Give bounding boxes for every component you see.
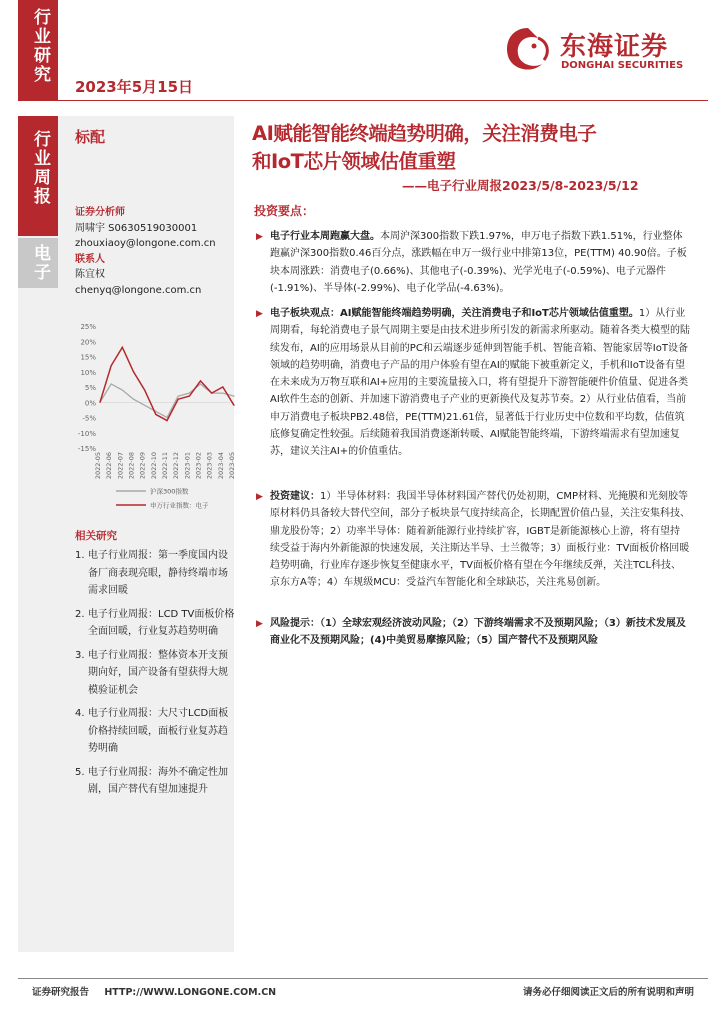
related-item-text [88, 547, 228, 600]
bullet-icon: ▶ [256, 232, 263, 242]
data-point [222, 393, 223, 394]
related-item[interactable] [75, 606, 235, 641]
data-point [178, 396, 179, 397]
analyst-email[interactable]: zhouxiaoy@longone.com.cn [75, 238, 216, 249]
x-tick-label: 2022-05 [94, 452, 102, 480]
report-type-label: 行业周报 [30, 130, 50, 206]
rating: 标配 [75, 128, 106, 146]
data-point [200, 383, 201, 384]
y-tick-label: 20% [80, 338, 96, 347]
x-tick-label: 2023-05 [228, 452, 236, 480]
performance-chart [66, 318, 242, 518]
bullet-icon: ▶ [256, 492, 263, 502]
x-tick-label: 2022-12 [172, 452, 181, 480]
section-tag-block [18, 0, 58, 100]
report-subtitle: ——电子行业周报2023/5/8-2023/5/12 [402, 178, 639, 193]
related-item-line: 电子行业周报：海外不确定性加 [88, 766, 228, 778]
p2-lead: 电子板块观点： [270, 308, 340, 319]
p4-lead: 风险提示： [270, 618, 320, 629]
x-tick-label: 2023-02 [194, 452, 203, 480]
data-point [211, 393, 212, 394]
analyst-heading: 证券分析师 [75, 207, 125, 218]
related-item-line: 势明确 [88, 743, 118, 754]
related-item-line: 剧，国产替代有望加速提升 [88, 784, 208, 795]
key-points-heading: 投资要点： [254, 204, 315, 218]
contact-email[interactable]: chenyq@longone.com.cn [75, 284, 202, 296]
y-tick-label: 15% [80, 353, 96, 362]
brand-name-cn: 东海证券 [560, 32, 669, 62]
data-point [189, 393, 190, 394]
y-tick-label: 5% [84, 384, 96, 392]
p3-text: 1）半导体材料：我国半导体材料国产替代仍处初期，CMP材料、光掩膜和光刻胶等原材料仍具备较大替代空间，部分子板块景气度持续高企，长期配置价值凸显，关注安集科技、鼎龙股份等；2）功率半导体：随着新能源行业持续扩容，IGBT是新能源核心上游，将有望持续受益于海内外新能源的快速发展，关注斯达半导、士兰微等；3）面板行业：TV面板价格回暖趋势明确，行业库存逐步恢复至健康水平，TV面板价格有望在今年继续反弹，关注TCL科技、京东方A等；4）车规级MCU：受益汽车智能化和全球缺芯，关注兆易创新。 [270, 491, 690, 589]
p1-text: 本周沪深300指数下跌1.97%，申万电子指数下跌1.51%，行业整体跑赢沪深300指数0.46百分点，涨跌幅在申万一级行业中排第13位，PE(TTM) 40.90倍。子板块本周涨跌：消费电子(0.66%)、其他电子(-0.39%)、光学光电子(-0.59%)、电子元器件(-1.91%)、半导体(-2.99%)、电子化学品(-4.63%)。 [270, 231, 687, 294]
data-point [155, 414, 156, 415]
footer-label: 证券研究报告 [32, 987, 90, 998]
data-point [166, 417, 167, 418]
related-item-line: 模验证机会 [88, 684, 138, 696]
related-item-line: 全面回暖，行业复苏趋势明确 [88, 626, 218, 637]
data-point [111, 365, 112, 366]
footer-left [32, 984, 276, 998]
report-type-tag [18, 116, 58, 236]
data-point [233, 396, 234, 397]
related-item[interactable] [75, 705, 235, 758]
related-item-number: 5. [75, 766, 85, 778]
section-tag: 行业研究 [30, 8, 50, 84]
bullet-icon: ▶ [256, 309, 263, 319]
bullet-icon: ▶ [256, 619, 263, 629]
series-line [100, 347, 234, 420]
related-item-line: 期向好，国产设备有望获得大规 [88, 667, 228, 678]
related-item-text [88, 647, 228, 700]
p2-bold: AI赋能智能终端趋势明确，关注消费电子和IoT芯片领域估值重塑。 [340, 308, 639, 319]
y-tick-label: -15% [77, 445, 96, 453]
data-point [233, 405, 234, 406]
x-tick-label: 2022-10 [149, 452, 158, 480]
x-tick-label: 2022-08 [127, 452, 136, 480]
data-point [189, 396, 190, 397]
data-point [200, 380, 201, 381]
y-tick-label: 25% [80, 323, 96, 331]
analyst-name: 周啸宇 S0630519030001 [75, 222, 198, 234]
data-point [122, 389, 123, 390]
p2-text1: 1）从行业周期看，每轮消费电子景气周期主要是由技术进步所引发的新需求所驱动。随着各类大模型的陆续发布，AI的应用场景从目前的PC和云端逐步延伸到智能手机、智能音箱、智能家居等IoT设备领域的趋势明确，消费电子产品的用户体验有望在AI的赋能下被重新定义，手机和IoT设备有望在未来成为万物互联和AI+应用的主要流量接入口，将有望提升下游智能硬件价值量、促进各类AI软件生态的创新、并加速下游消费电子产业的更新换代及复苏节奏。 [270, 308, 690, 406]
report-title-line1: AI赋能智能终端趋势明确，关注消费电子 [252, 122, 597, 145]
key-point-3 [256, 488, 690, 592]
legend-label: 沪深300指数 [150, 487, 189, 496]
contact-heading: 联系人 [75, 253, 105, 265]
industry-tag [18, 238, 58, 288]
related-item-number: 2. [75, 608, 85, 620]
data-point [133, 371, 134, 372]
related-item-line: 备厂商表现亮眼，静待终端市场 [88, 567, 228, 579]
footer-disclaimer: 请务必仔细阅读正文后的所有说明和声明 [522, 987, 694, 998]
header-divider [18, 100, 708, 101]
footer-url[interactable]: HTTP://WWW.LONGONE.COM.CN [104, 987, 277, 998]
p4-text: （1）全球宏观经济波动风险；（2）下游终端需求不及预期风险；（3）新技术发展及商业化不及预期风险；(4)中美贸易摩擦风险；（5）国产替代不及预期风险 [270, 618, 686, 647]
related-item-number: 4. [75, 708, 85, 719]
related-item-text [88, 705, 228, 758]
related-item-line: 电子行业周报：LCD TV面板价格 [88, 608, 235, 620]
p3-lead: 投资建议： [270, 491, 320, 502]
x-tick-label: 2022-09 [138, 452, 147, 480]
related-item[interactable] [75, 547, 235, 600]
y-tick-label: -5% [82, 414, 96, 423]
series-line [100, 384, 234, 418]
related-research [75, 528, 235, 805]
industry-label: 电子 [30, 244, 50, 282]
p1-lead: 电子行业本周跑赢大盘。 [270, 231, 380, 242]
related-item-text [88, 606, 234, 641]
data-point [122, 347, 123, 348]
x-tick-label: 2023-04 [216, 452, 225, 480]
related-item-line: 电子行业周报：大尺寸LCD面板 [88, 708, 229, 719]
x-tick-label: 2023-03 [205, 452, 214, 480]
related-list [75, 547, 235, 799]
key-point-4 [256, 615, 690, 650]
related-item-line: 电子行业周报：第一季度国内设 [88, 550, 228, 561]
report-title-line2: 和IoT芯片领域估值重塑 [252, 150, 456, 173]
related-heading: 相关研究 [75, 530, 117, 542]
analyst-block [75, 205, 225, 298]
data-point [133, 399, 134, 400]
contact-name: 陈宜权 [75, 269, 105, 280]
data-point [178, 399, 179, 400]
related-item-number: 3. [75, 649, 85, 661]
brand-name-en: DONGHAI SECURITIES [561, 60, 684, 71]
related-item-number: 1. [75, 550, 85, 561]
y-tick-label: -10% [77, 429, 96, 438]
data-point [99, 402, 100, 403]
related-item[interactable] [75, 647, 235, 700]
related-item-line: 需求回暖 [88, 585, 128, 596]
brand-logo [498, 22, 698, 78]
data-point [166, 420, 167, 421]
x-tick-label: 2022-11 [161, 452, 169, 480]
y-tick-label: 0% [84, 399, 96, 408]
dragon-logo-icon [498, 22, 558, 78]
data-point [222, 386, 223, 387]
data-point [144, 405, 145, 406]
x-tick-label: 2022-06 [105, 452, 114, 480]
x-tick-label: 2022-07 [116, 452, 125, 480]
legend-label: 申万行业指数：电子 [150, 501, 209, 510]
related-item-line: 价格持续回暖，面板行业复苏趋 [88, 725, 228, 737]
footer-divider [18, 978, 708, 979]
related-item-line: 电子行业周报：整体资本开支预 [88, 649, 228, 661]
x-tick-label: 2023-01 [183, 452, 192, 480]
data-point [144, 389, 145, 390]
related-item-text [88, 764, 228, 799]
key-point-1 [256, 228, 690, 297]
data-point [111, 383, 112, 384]
p2-mid: 2）从行业估值看， [579, 394, 667, 406]
report-date: 2023年5月15日 [75, 78, 194, 96]
chart-svg [66, 318, 242, 518]
y-tick-label: 10% [80, 368, 96, 377]
p2-text2: 当前申万消费电子板块PB2.48倍，PE(TTM)21.61倍，显著低于行业历史中位数和平均数，估值筑底修复确定性较强。后续随着我国消费逐渐转暖、AI赋能智能终端，下游终端需求有望加速复苏，建议关注AI+的价值重估。 [270, 394, 687, 458]
key-point-2 [256, 305, 690, 461]
related-item[interactable] [75, 764, 235, 799]
